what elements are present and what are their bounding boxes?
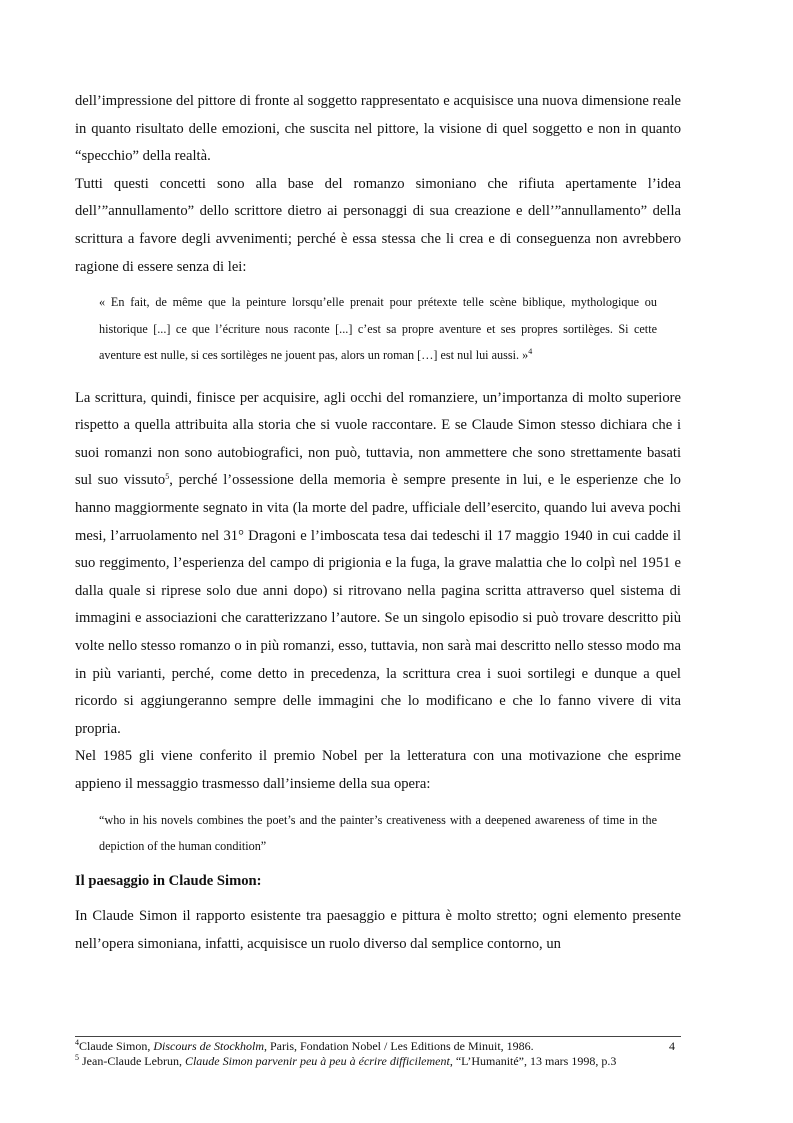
footnote-4 xyxy=(75,1039,534,1054)
paragraph-4: Nel 1985 gli viene conferito il premio Nobel per la letteratura con una motivazione che esprime appieno il messaggio trasmesso dall’insieme della sua opera: xyxy=(75,748,681,792)
footnote-5-author: Jean-Claude Lebrun, xyxy=(79,1054,185,1068)
footnote-4-rest: , Paris, Fondation Nobel / Les Editions de Minuit, 1986. xyxy=(264,1039,534,1053)
footnote-4-number: 4 xyxy=(75,1038,79,1047)
section-heading: Il paesaggio in Claude Simon: xyxy=(75,872,262,889)
footnotes xyxy=(75,1036,681,1069)
block-quote-french xyxy=(99,289,657,369)
footnote-ref-4[interactable]: 4 xyxy=(528,347,533,357)
footnote-4-row xyxy=(75,1039,681,1054)
page-body xyxy=(75,88,681,958)
footnote-4-title: Discours de Stockholm xyxy=(153,1039,264,1053)
footnote-5 xyxy=(75,1054,681,1069)
paragraph-5: In Claude Simon il rapporto esistente tra paesaggio e pittura è molto stretto; ogni elemento presente nell’opera simoniana, infatti, acquisisce un ruolo diverso dal semplice contorno, un xyxy=(75,908,681,952)
paragraph-2: Tutti questi concetti sono alla base del romanzo simoniano che rifiuta apertamente l’idea dell’”annullamento” dello scrittore dietro ai personaggi di sua creazione e dell’”annullamento” della scrittura a favore degli avvenimenti; perché è essa stessa che li crea e di conseguenza non avrebbero ragione di essere senza di lei: xyxy=(75,175,681,275)
block-quote-nobel: “who in his novels combines the poet’s and the painter’s creativeness with a deepened awareness of time in the depiction of the human condition” xyxy=(99,812,657,854)
footnote-5-number: 5 xyxy=(75,1053,79,1062)
page-number: 4 xyxy=(669,1039,675,1053)
paragraph-1: dell’impressione del pittore di fronte al soggetto rappresentato e acquisisce una nuova dimensione reale in quanto risultato delle emozioni, che suscita nel pittore, la visione di quel soggetto e non in quanto “specchio” della realtà. xyxy=(75,93,681,165)
quote-text: « En fait, de même que la peinture lorsqu’elle prenait pour prétexte telle scène biblique, mythologique ou historique [...] ce que l’écriture nous raconte [...] c’est sa propre aventure et ses propres sortilèges. Si cette aventure est nulle, si ces sortilèges ne jouent pas, alors un roman […] est nul lui aussi. » xyxy=(99,295,657,363)
paragraph-3-part-b: , perché l’ossessione della memoria è sempre presente in lui, e le esperienze che lo hanno maggiormente segnato in vita (la morte del padre, ufficiale dell’esercito, quando lui aveva pochi mesi, l’arruolamento nel 31° Dragoni e l’imboscata tesa dai tedeschi il 17 maggio 1940 in cui cadde il suo reggimento, l’esperienza del campo di prigionia e la fuga, la grave malattia che lo colpì nel 1951 e dalla quale si riprese solo due anni dopo) si ritrovano nella pagina scritta attraverso quel sistema di immagini e associazioni che caratterizzano l’autore. Se un singolo episodio si può trovare descritto più volte nello stesso romanzo o in più romanzi, esso, tuttavia, non sarà mai descritto nello stesso modo ma in più varianti, perché, come detto in precedenza, la scrittura crea i suoi sortilegi e dunque a quel ricordo si aggiungeranno sempre delle immagini che lo modificano e che lo fanno vivere di vita propria. xyxy=(75,472,681,737)
footnote-divider xyxy=(75,1036,681,1037)
paragraph-3-part-a: La scrittura, quindi, finisce per acquisire, agli occhi del romanziere, un’importanza di molto superiore rispetto a quella attribuita alla storia che si vuole raccontare. E se Claude Simon stesso dichiara che i suoi romanzi non sono autobiografici, non può, tuttavia, non ammettere che sono strettamente basati sul suo vissuto xyxy=(75,389,681,489)
footnote-4-author: Claude Simon, xyxy=(79,1039,154,1053)
paragraph-3 xyxy=(75,385,681,744)
footnote-ref-5[interactable]: 5 xyxy=(165,472,170,482)
footnote-5-rest: , “L’Humanité”, 13 mars 1998, p.3 xyxy=(449,1054,617,1068)
footnote-5-title: Claude Simon parvenir peu à peu à écrire difficilement xyxy=(184,1054,450,1068)
